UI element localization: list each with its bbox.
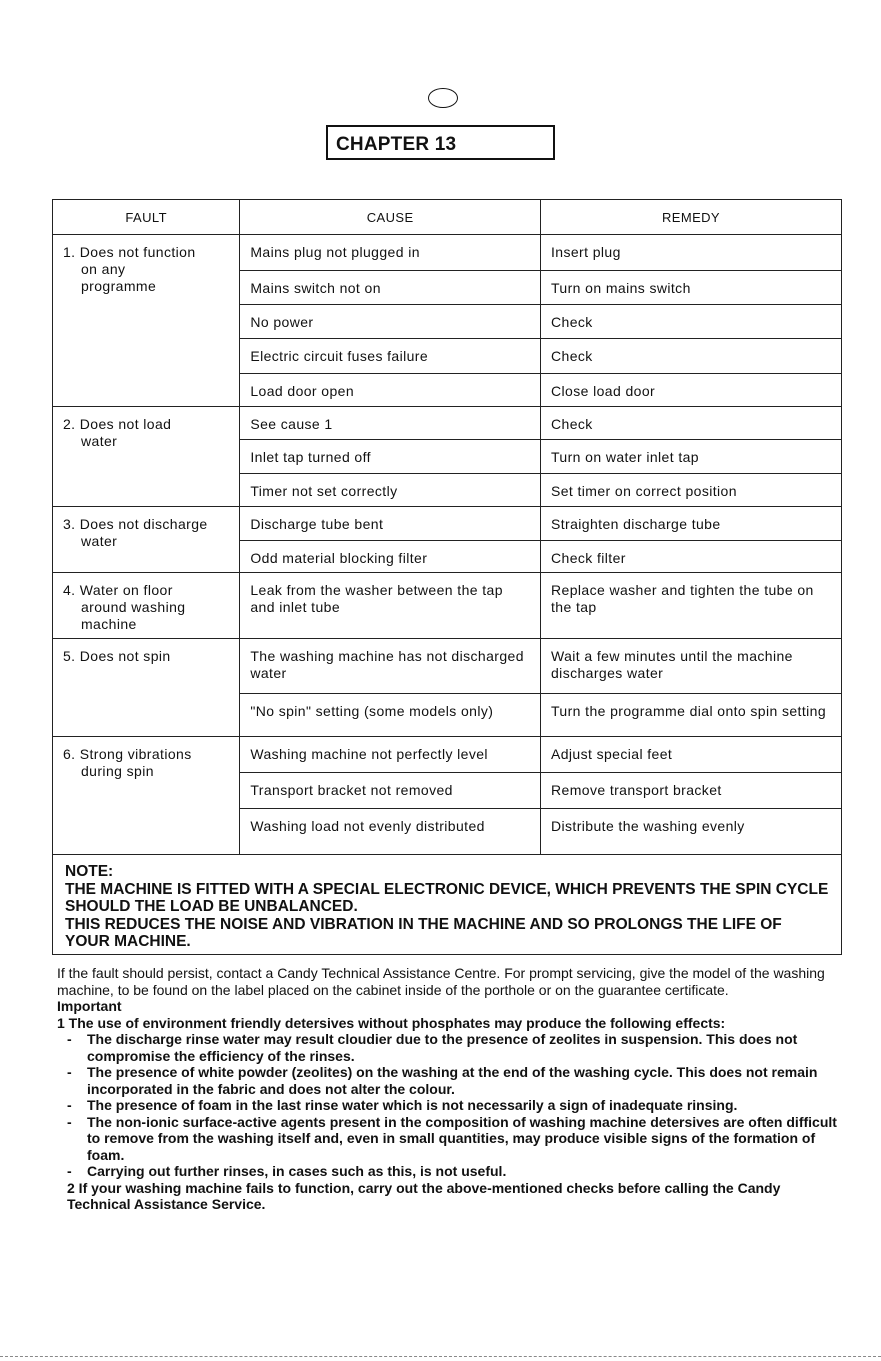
cause-cell: Inlet tap turned off [240, 440, 541, 474]
fault-cell [53, 573, 240, 639]
dash-bullet-icon: - [67, 1163, 72, 1179]
list-item-text: The presence of foam in the last rinse water which is not necessarily a sign of inadequate rinsing. [87, 1097, 738, 1113]
language-badge [428, 88, 458, 108]
table-row [53, 407, 842, 440]
cause-cell: Odd material blocking filter [240, 541, 541, 573]
fault-text: programme [81, 278, 157, 294]
table-row [53, 573, 842, 639]
header-fault: FAULT [53, 200, 240, 235]
table-row [53, 639, 842, 694]
fault-text: 5. Does not spin [63, 648, 171, 664]
fault-text: water [81, 433, 118, 449]
header-cause: CAUSE [240, 200, 541, 235]
list-item [57, 1064, 847, 1097]
fault-text: 4. Water on floor [63, 582, 173, 598]
fault-cell [53, 737, 240, 855]
fault-text: 1. Does not function [63, 244, 196, 260]
cause-cell: Transport bracket not removed [240, 773, 541, 809]
cause-cell: See cause 1 [240, 407, 541, 440]
important-item-1: 1 The use of environment friendly detersives without phosphates may produce the following effects: [57, 1014, 726, 1031]
fault-text: on any [81, 261, 126, 277]
cause-cell: Washing load not evenly distributed [240, 809, 541, 855]
fault-text: water [81, 533, 118, 549]
remedy-cell: Wait a few minutes until the machine discharges water [541, 639, 842, 694]
remedy-cell: Distribute the washing evenly [541, 809, 842, 855]
table-body [53, 235, 842, 855]
list-item [57, 1097, 847, 1114]
cause-cell: No power [240, 305, 541, 339]
list-item [57, 1031, 847, 1064]
list-item-text: Carrying out further rinses, in cases such as this, is not useful. [87, 1163, 507, 1179]
cause-cell: Leak from the washer between the tap and inlet tube [240, 573, 541, 639]
remedy-cell: Replace washer and tighten the tube on the tap [541, 573, 842, 639]
cause-cell: Load door open [240, 374, 541, 407]
important-item-2: 2 If your washing machine fails to function, carry out the above-mentioned checks before calling the Candy Technical Assistance Service. [67, 1179, 781, 1212]
list-item-text: The presence of white powder (zeolites) on the washing at the end of the washing cycle. This does not remain incorporated in the fabric and does not alter the colour. [87, 1064, 818, 1097]
remedy-cell: Turn on water inlet tap [541, 440, 842, 474]
fault-text: during spin [81, 763, 154, 779]
note-line-1: THE MACHINE IS FITTED WITH A SPECIAL ELECTRONIC DEVICE, WHICH PREVENTS THE SPIN CYCLE SHOULD THE LOAD BE UNBALANCED. [65, 880, 829, 915]
note-box [52, 853, 842, 955]
fault-cell [53, 507, 240, 573]
table-row [53, 235, 842, 271]
cause-cell: Washing machine not perfectly level [240, 737, 541, 773]
note-label: NOTE: [65, 863, 114, 880]
intro-paragraph: If the fault should persist, contact a Candy Technical Assistance Centre. For prompt servicing, give the model of the washing machine, to be found on the label placed on the cabinet inside of the porthole or on the guarantee certificate. [57, 965, 825, 998]
dash-bullet-icon: - [67, 1031, 72, 1047]
remedy-cell: Check [541, 407, 842, 440]
list-item-text: The non-ionic surface-active agents present in the composition of washing machine detersives are often difficult to remove from the washing itself and, even in small quantities, may produce visible signs of the formation of foam. [87, 1113, 837, 1163]
effects-list [57, 1031, 847, 1180]
cause-cell: The washing machine has not discharged water [240, 639, 541, 694]
note-line-2: THIS REDUCES THE NOISE AND VIBRATION IN THE MACHINE AND SO PROLONGS THE LIFE OF YOUR MACHINE. [65, 915, 782, 950]
fault-text: around washing [81, 599, 186, 615]
service-information [57, 965, 847, 1213]
remedy-cell: Close load door [541, 374, 842, 407]
cause-cell: "No spin" setting (some models only) [240, 694, 541, 737]
remedy-cell: Remove transport bracket [541, 773, 842, 809]
fault-text: 3. Does not discharge [63, 516, 208, 532]
list-item [57, 1114, 847, 1164]
dash-bullet-icon: - [67, 1113, 72, 1130]
header-remedy: REMEDY [541, 200, 842, 235]
cause-cell: Mains plug not plugged in [240, 235, 541, 271]
page-edge-line [0, 1356, 881, 1357]
remedy-cell: Check [541, 305, 842, 339]
remedy-cell: Turn the programme dial onto spin setting [541, 694, 842, 737]
fault-cell [53, 407, 240, 507]
remedy-cell: Check [541, 339, 842, 374]
cause-cell: Timer not set correctly [240, 474, 541, 507]
important-heading: Important [57, 998, 122, 1014]
table-row [53, 737, 842, 773]
list-item [57, 1163, 847, 1180]
remedy-cell: Straighten discharge tube [541, 507, 842, 541]
fault-text: 2. Does not load [63, 416, 172, 432]
table-row [53, 507, 842, 541]
fault-cell [53, 639, 240, 737]
cause-cell: Mains switch not on [240, 271, 541, 305]
cause-cell: Discharge tube bent [240, 507, 541, 541]
list-item-text: The discharge rinse water may result cloudier due to the presence of zeolites in suspension. This does not compromise the efficiency of the rinses. [87, 1031, 798, 1064]
fault-text: 6. Strong vibrations [63, 746, 192, 762]
fault-text: machine [81, 616, 137, 632]
fault-cell [53, 235, 240, 407]
dash-bullet-icon: - [67, 1097, 72, 1113]
remedy-cell: Check filter [541, 541, 842, 573]
remedy-cell: Turn on mains switch [541, 271, 842, 305]
remedy-cell: Insert plug [541, 235, 842, 271]
dash-bullet-icon: - [67, 1064, 72, 1080]
remedy-cell: Adjust special feet [541, 737, 842, 773]
remedy-cell: Set timer on correct position [541, 474, 842, 507]
cause-cell: Electric circuit fuses failure [240, 339, 541, 374]
troubleshooting-table [52, 199, 842, 855]
chapter-title: CHAPTER 13 [326, 125, 555, 160]
